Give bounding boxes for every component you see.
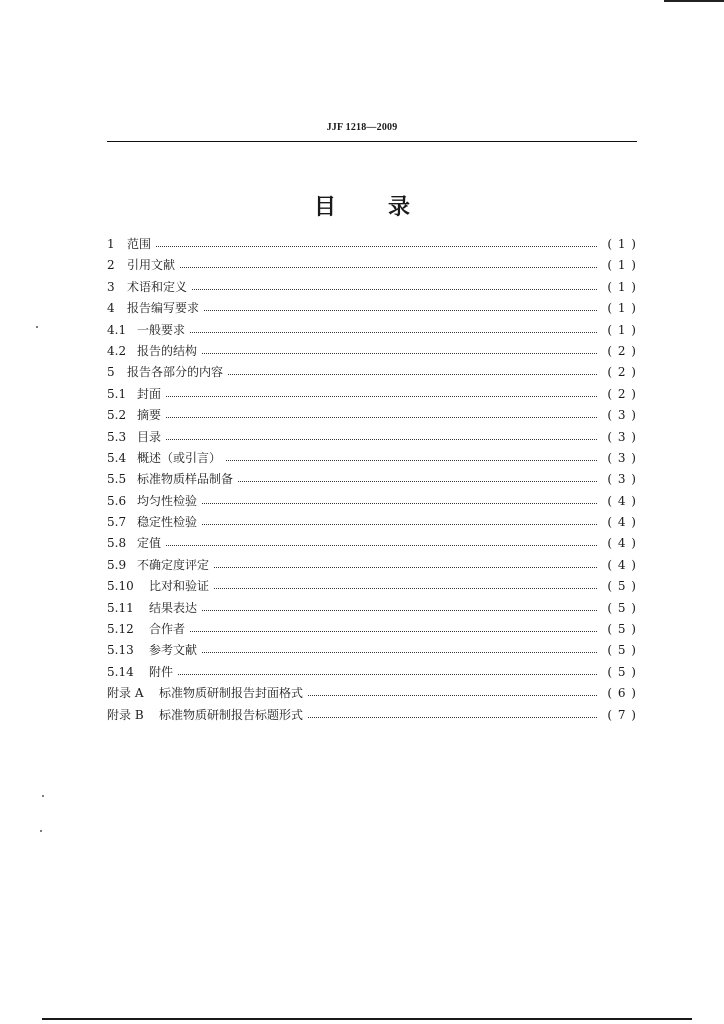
toc-entry: [107, 683, 637, 704]
toc-entry-label: 标准物质研制报告封面格式: [159, 683, 307, 704]
toc-entry-label: 概述（或引言）: [137, 448, 225, 469]
toc-entry-page: ( 5 ): [607, 664, 637, 679]
toc-entry-number: 5.6: [107, 493, 127, 508]
table-of-contents: [107, 234, 637, 726]
toc-entry-page: ( 2 ): [607, 365, 637, 380]
toc-entry: [107, 576, 637, 597]
toc-entry-label: 比对和验证: [149, 576, 213, 597]
toc-entry-label: 参考文献: [149, 640, 201, 661]
toc-leader-dots: [127, 246, 597, 247]
toc-leader-dots: [137, 545, 597, 546]
toc-entry: [107, 405, 637, 426]
toc-entry-number: 附录 B: [107, 707, 144, 722]
toc-entry: [107, 640, 637, 661]
toc-entry-number: 5.3: [107, 429, 127, 444]
toc-entry-number: 5.9: [107, 557, 127, 572]
bottom-scan-edge: [42, 1018, 692, 1020]
toc-entry-number: 5.10: [107, 579, 134, 594]
toc-entry-label: 标准物质研制报告标题形式: [159, 705, 307, 726]
toc-entry-label: 标准物质样品制备: [137, 469, 237, 490]
toc-entry-number: 附录 A: [107, 686, 144, 701]
toc-entry-page: ( 3 ): [607, 429, 637, 444]
toc-entry-label: 一般要求: [137, 320, 189, 341]
toc-entry-page: ( 5 ): [607, 579, 637, 594]
toc-entry-label: 不确定度评定: [137, 555, 213, 576]
toc-entry-page: ( 6 ): [607, 686, 637, 701]
toc-leader-dots: [127, 289, 597, 290]
toc-entry-label: 定值: [137, 533, 165, 554]
toc-entry-number: 4.2: [107, 343, 127, 358]
toc-entry-page: ( 1 ): [607, 258, 637, 273]
toc-entry: [107, 533, 637, 554]
toc-entry-number: 3: [107, 279, 115, 294]
toc-entry: [107, 234, 637, 255]
toc-entry-label: 合作者: [149, 619, 189, 640]
toc-entry-number: 5.11: [107, 600, 134, 615]
toc-entry-number: 5.12: [107, 622, 134, 637]
scan-speck: [42, 795, 44, 797]
toc-entry: [107, 448, 637, 469]
toc-entry: [107, 320, 637, 341]
toc-entry-page: ( 1 ): [607, 237, 637, 251]
toc-leader-dots: [137, 332, 597, 333]
top-edge-line: [664, 0, 724, 2]
toc-entry-label: 结果表达: [149, 598, 201, 619]
toc-leader-dots: [137, 439, 597, 440]
toc-leader-dots: [149, 610, 597, 611]
toc-entry-page: ( 1 ): [607, 279, 637, 294]
toc-entry-page: ( 7 ): [607, 707, 637, 722]
toc-leader-dots: [149, 588, 597, 589]
toc-entry-number: 2: [107, 258, 115, 273]
toc-entry-label: 目录: [137, 427, 165, 448]
toc-leader-dots: [137, 417, 597, 418]
toc-leader-dots: [137, 353, 597, 354]
toc-entry: [107, 384, 637, 405]
toc-entry-label: 稳定性检验: [137, 512, 201, 533]
scan-speck: [36, 326, 38, 328]
toc-entry-number: 5.5: [107, 472, 127, 487]
toc-entry: [107, 555, 637, 576]
toc-entry-number: 5.1: [107, 386, 127, 401]
toc-entry: [107, 512, 637, 533]
toc-entry-number: 5.7: [107, 515, 127, 530]
toc-entry-label: 报告编写要求: [127, 298, 203, 319]
toc-leader-dots: [127, 267, 597, 268]
toc-entry-page: ( 4 ): [607, 536, 637, 551]
toc-entry-page: ( 4 ): [607, 515, 637, 530]
toc-leader-dots: [137, 503, 597, 504]
toc-entry: [107, 427, 637, 448]
toc-entry-page: ( 3 ): [607, 472, 637, 487]
toc-entry-label: 报告各部分的内容: [127, 362, 227, 383]
toc-entry-page: ( 4 ): [607, 493, 637, 508]
toc-entry-number: 5.13: [107, 643, 134, 658]
toc-entry: [107, 362, 637, 383]
toc-leader-dots: [149, 652, 597, 653]
toc-leader-dots: [137, 396, 597, 397]
toc-entry: [107, 598, 637, 619]
scan-speck: [40, 830, 42, 832]
toc-entry: [107, 491, 637, 512]
toc-entry-page: ( 3 ): [607, 408, 637, 423]
toc-entry: [107, 341, 637, 362]
toc-entry-page: ( 4 ): [607, 557, 637, 572]
toc-entry-page: ( 3 ): [607, 450, 637, 465]
standard-code-header: JJF 1218—2009: [326, 122, 398, 133]
header-rule: [107, 141, 637, 142]
toc-entry-number: 4.1: [107, 322, 127, 337]
toc-leader-dots: [149, 674, 597, 675]
toc-entry-page: ( 2 ): [607, 343, 637, 358]
toc-leader-dots: [137, 524, 597, 525]
toc-entry-page: ( 5 ): [607, 600, 637, 615]
toc-entry-label: 附件: [149, 662, 177, 683]
toc-entry-number: 5.2: [107, 408, 127, 423]
toc-entry-number: 5.14: [107, 664, 134, 679]
toc-entry-label: 均匀性检验: [137, 491, 201, 512]
toc-entry-number: 4: [107, 301, 115, 316]
toc-entry-label: 引用文献: [127, 255, 179, 276]
toc-entry-label: 报告的结构: [137, 341, 201, 362]
toc-entry: [107, 277, 637, 298]
toc-entry: [107, 619, 637, 640]
toc-entry-number: 5.4: [107, 450, 127, 465]
toc-entry-label: 摘要: [137, 405, 165, 426]
toc-entry-number: 5: [107, 365, 115, 380]
toc-entry-page: ( 5 ): [607, 643, 637, 658]
toc-entry-page: ( 2 ): [607, 386, 637, 401]
toc-entry: [107, 298, 637, 319]
toc-entry-page: ( 5 ): [607, 622, 637, 637]
toc-entry-page: ( 1 ): [607, 301, 637, 316]
page-title: 目录: [313, 194, 462, 220]
toc-entry: [107, 705, 637, 726]
toc-entry-label: 封面: [137, 384, 165, 405]
toc-entry-label: 范围: [127, 234, 155, 255]
toc-entry-number: 1: [107, 237, 115, 251]
toc-entry: [107, 469, 637, 490]
toc-entry-page: ( 1 ): [607, 322, 637, 337]
toc-entry-number: 5.8: [107, 536, 127, 551]
toc-entry: [107, 255, 637, 276]
toc-entry-label: 术语和定义: [127, 277, 191, 298]
toc-entry: [107, 662, 637, 683]
toc-leader-dots: [149, 631, 597, 632]
